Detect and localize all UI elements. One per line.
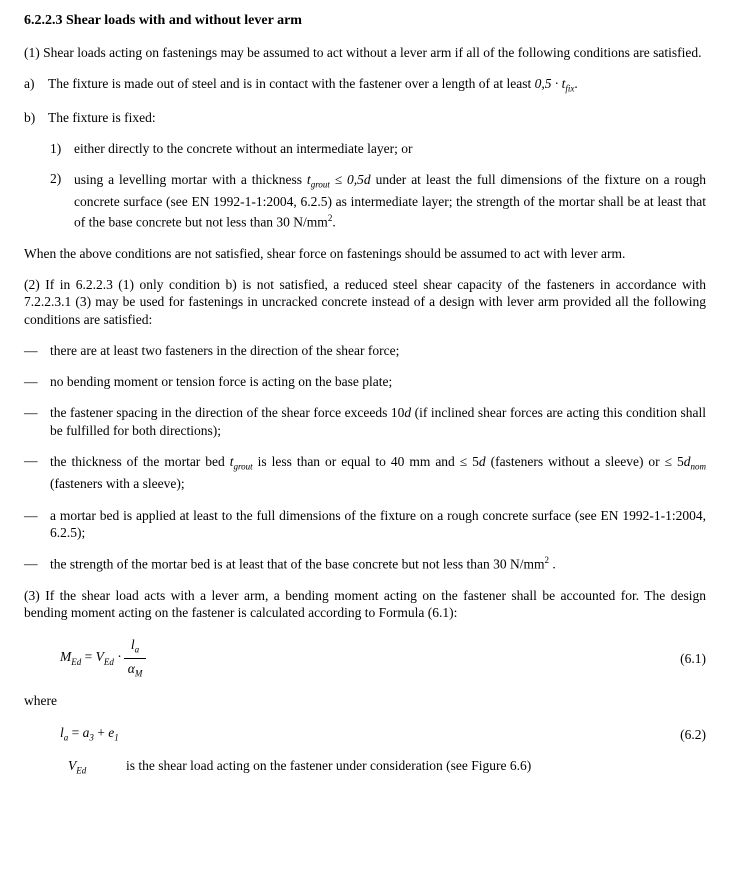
formula-6-2 (24, 724, 646, 745)
dash-item-3-body (50, 404, 706, 440)
list-item-a-body (48, 75, 706, 96)
math-half-tfix: 0,5 · t (534, 76, 566, 92)
dash-item-5 (24, 507, 706, 543)
paragraph-1: (1) Shear loads acting on fastenings may be assumed to act without a lever arm if all of the following conditions are satisfied. (24, 45, 702, 61)
dash-marker-5: — (24, 507, 38, 523)
paragraph-2: When the above conditions are not satisfied, shear force on fastenings should be assumed to act with lever arm. (24, 245, 626, 261)
definition-text-ved: is the shear load acting on the fastener under consideration (see Figure 6.6) (126, 757, 532, 773)
dash-item-1-body: there are at least two fasteners in the direction of the shear force; (50, 343, 400, 359)
formula-6-2-term1: a (82, 725, 90, 741)
list-marker-b2: 2) (50, 171, 62, 187)
math-tgrout-2: t (229, 454, 234, 470)
paragraph-4: (3) If the shear load acts with a lever arm, a bending moment acting on the fastener shall be accounted for. The design bending moment acting on the fastener is calculated according to Formula (6.1): (24, 587, 706, 621)
formula-6-1-rhs-sub: Ed (103, 657, 114, 668)
formula-6-2-eq: = (71, 725, 80, 741)
dash-item-6-body (50, 555, 706, 573)
math-10d: d (404, 404, 412, 420)
list-item-a-text: The fixture is made out of steel and is in contact with the fastener over a length of at least (48, 76, 532, 92)
formula-6-2-term2-sub: 1 (114, 732, 119, 743)
formula-6-1-den-sub: M (134, 668, 143, 679)
dash-item-2-body: no bending moment or tension force is acting on the base plate; (50, 373, 393, 389)
math-5dnom-sub: nom (690, 462, 707, 473)
list-item-b-body: The fixture is fixed: (48, 109, 156, 125)
formula-6-1-eq: = (84, 649, 93, 665)
paragraph-3: (2) If in 6.2.2.3 (1) only condition b) is not satisfied, a reduced steel shear capacity of the fasteners in accordance with 7.2.2.3.1 (3) may be used for fastenings in uncracked concrete instead of a design with lever arm provided all the following conditions are satisfied: (24, 276, 706, 328)
dash-item-2 (24, 373, 706, 391)
math-rel-5d: ≤ 5 (459, 454, 479, 470)
math-5d: d (478, 454, 486, 470)
list-marker-b1: 1) (50, 140, 62, 156)
dash-item-4-body (50, 452, 706, 493)
definition-symbol-ved-sub: Ed (76, 765, 87, 776)
formula-6-1-denominator (124, 659, 147, 681)
list-item-b2-text-mid: under at least the full dimensions of the fixture on a rough concrete surface (see EN 1992-1-1:2004, 6.2.5) as intermediate layer; the strength of the mortar shall be at least that of the base concrete but not less than 30 N/mm (74, 172, 706, 230)
formula-6-1-num-sub: a (134, 644, 140, 655)
math-tgrout-rel: ≤ 0,5 (334, 172, 364, 188)
dash-item-6-text-end: . (552, 556, 556, 572)
section-heading: 6.2.2.3 Shear loads with and without lever arm (24, 13, 302, 28)
where-label: where (24, 693, 57, 709)
formula-6-2-number: (6.2) (680, 727, 706, 743)
list-marker-a: a) (24, 76, 35, 92)
math-5dnom: d (683, 454, 691, 470)
formula-6-1-rhs: V (95, 649, 104, 665)
formula-6-1 (24, 636, 646, 680)
dash-item-4-text-1: the thickness of the mortar bed (50, 454, 225, 470)
math-tgrout-2-sub: grout (233, 462, 253, 473)
list-item-a-text-end: . (574, 76, 578, 92)
math-tgrout: t (306, 172, 311, 188)
dash-item-4-text-4: (fasteners with a sleeve); (50, 476, 185, 492)
dash-item-6 (24, 555, 706, 573)
formula-6-2-row (24, 724, 706, 745)
formula-6-2-plus: + (97, 725, 105, 741)
list-item-b2-text-end: . (332, 214, 336, 230)
dash-item-1 (24, 342, 706, 360)
definition-symbol-ved-sym: V (68, 757, 77, 773)
math-tgrout-sub: grout (310, 180, 330, 191)
list-item-b2-body (74, 170, 706, 231)
math-rel-5dnom: ≤ 5 (664, 454, 684, 470)
formula-6-2-term1-sub: 3 (89, 732, 94, 743)
definition-row-ved (24, 757, 706, 778)
list-item-b (24, 109, 706, 127)
definition-symbol-ved (68, 757, 126, 778)
dash-marker-3: — (24, 404, 38, 420)
math-tgrout-d: d (363, 172, 371, 188)
list-marker-b: b) (24, 109, 36, 125)
dash-item-6-text-start: the strength of the mortar bed is at least that of the base concrete but not less than 30 N/mm (50, 556, 545, 572)
formula-6-1-lhs: M (60, 649, 72, 665)
list-item-b2-sup: 2 (327, 212, 333, 223)
list-item-b2-text-start: using a levelling mortar with a thickness (74, 172, 303, 188)
dash-marker-4: — (24, 453, 38, 469)
formula-6-2-lhs: l (60, 725, 64, 741)
formula-6-1-num-sym: l (130, 637, 135, 653)
dash-item-4-text-3: (fasteners without a sleeve) or (490, 454, 660, 470)
formula-6-1-fraction (124, 636, 147, 680)
list-item-b2 (50, 170, 706, 231)
dash-item-3 (24, 404, 706, 440)
formula-6-1-numerator (124, 636, 147, 659)
dash-item-3-text-start: the fastener spacing in the direction of the shear force exceeds 10 (50, 404, 405, 420)
dash-item-4-text-2: is less than or equal to 40 mm and (257, 454, 455, 470)
formula-6-2-term2: e (108, 725, 115, 741)
dash-item-5-body: a mortar bed is applied at least to the full dimensions of the fixture on a rough concrete surface (see EN 1992-1-1:2004, 6.2.5); (50, 507, 706, 541)
formula-6-1-lhs-sub: Ed (71, 657, 82, 668)
formula-6-1-dot: · (117, 649, 122, 665)
dash-marker-1: — (24, 343, 38, 359)
formula-6-1-den-sym: α (127, 660, 135, 676)
dash-item-4 (24, 452, 706, 493)
list-item-b1-body: either directly to the concrete without an intermediate layer; or (74, 140, 413, 156)
list-item-a (24, 75, 706, 96)
dash-item-3-text-end: (if inclined shear forces are acting this condition shall be fulfilled for both directions); (50, 404, 707, 438)
dash-marker-2: — (24, 373, 38, 389)
dash-marker-6: — (24, 556, 38, 572)
formula-6-2-lhs-sub: a (63, 732, 69, 743)
formula-6-1-number: (6.1) (680, 651, 706, 667)
formula-6-1-row (24, 636, 706, 680)
dash-item-6-sup: 2 (544, 555, 549, 566)
math-half-tfix-sub: fix (565, 83, 575, 94)
list-item-b1 (50, 140, 706, 158)
